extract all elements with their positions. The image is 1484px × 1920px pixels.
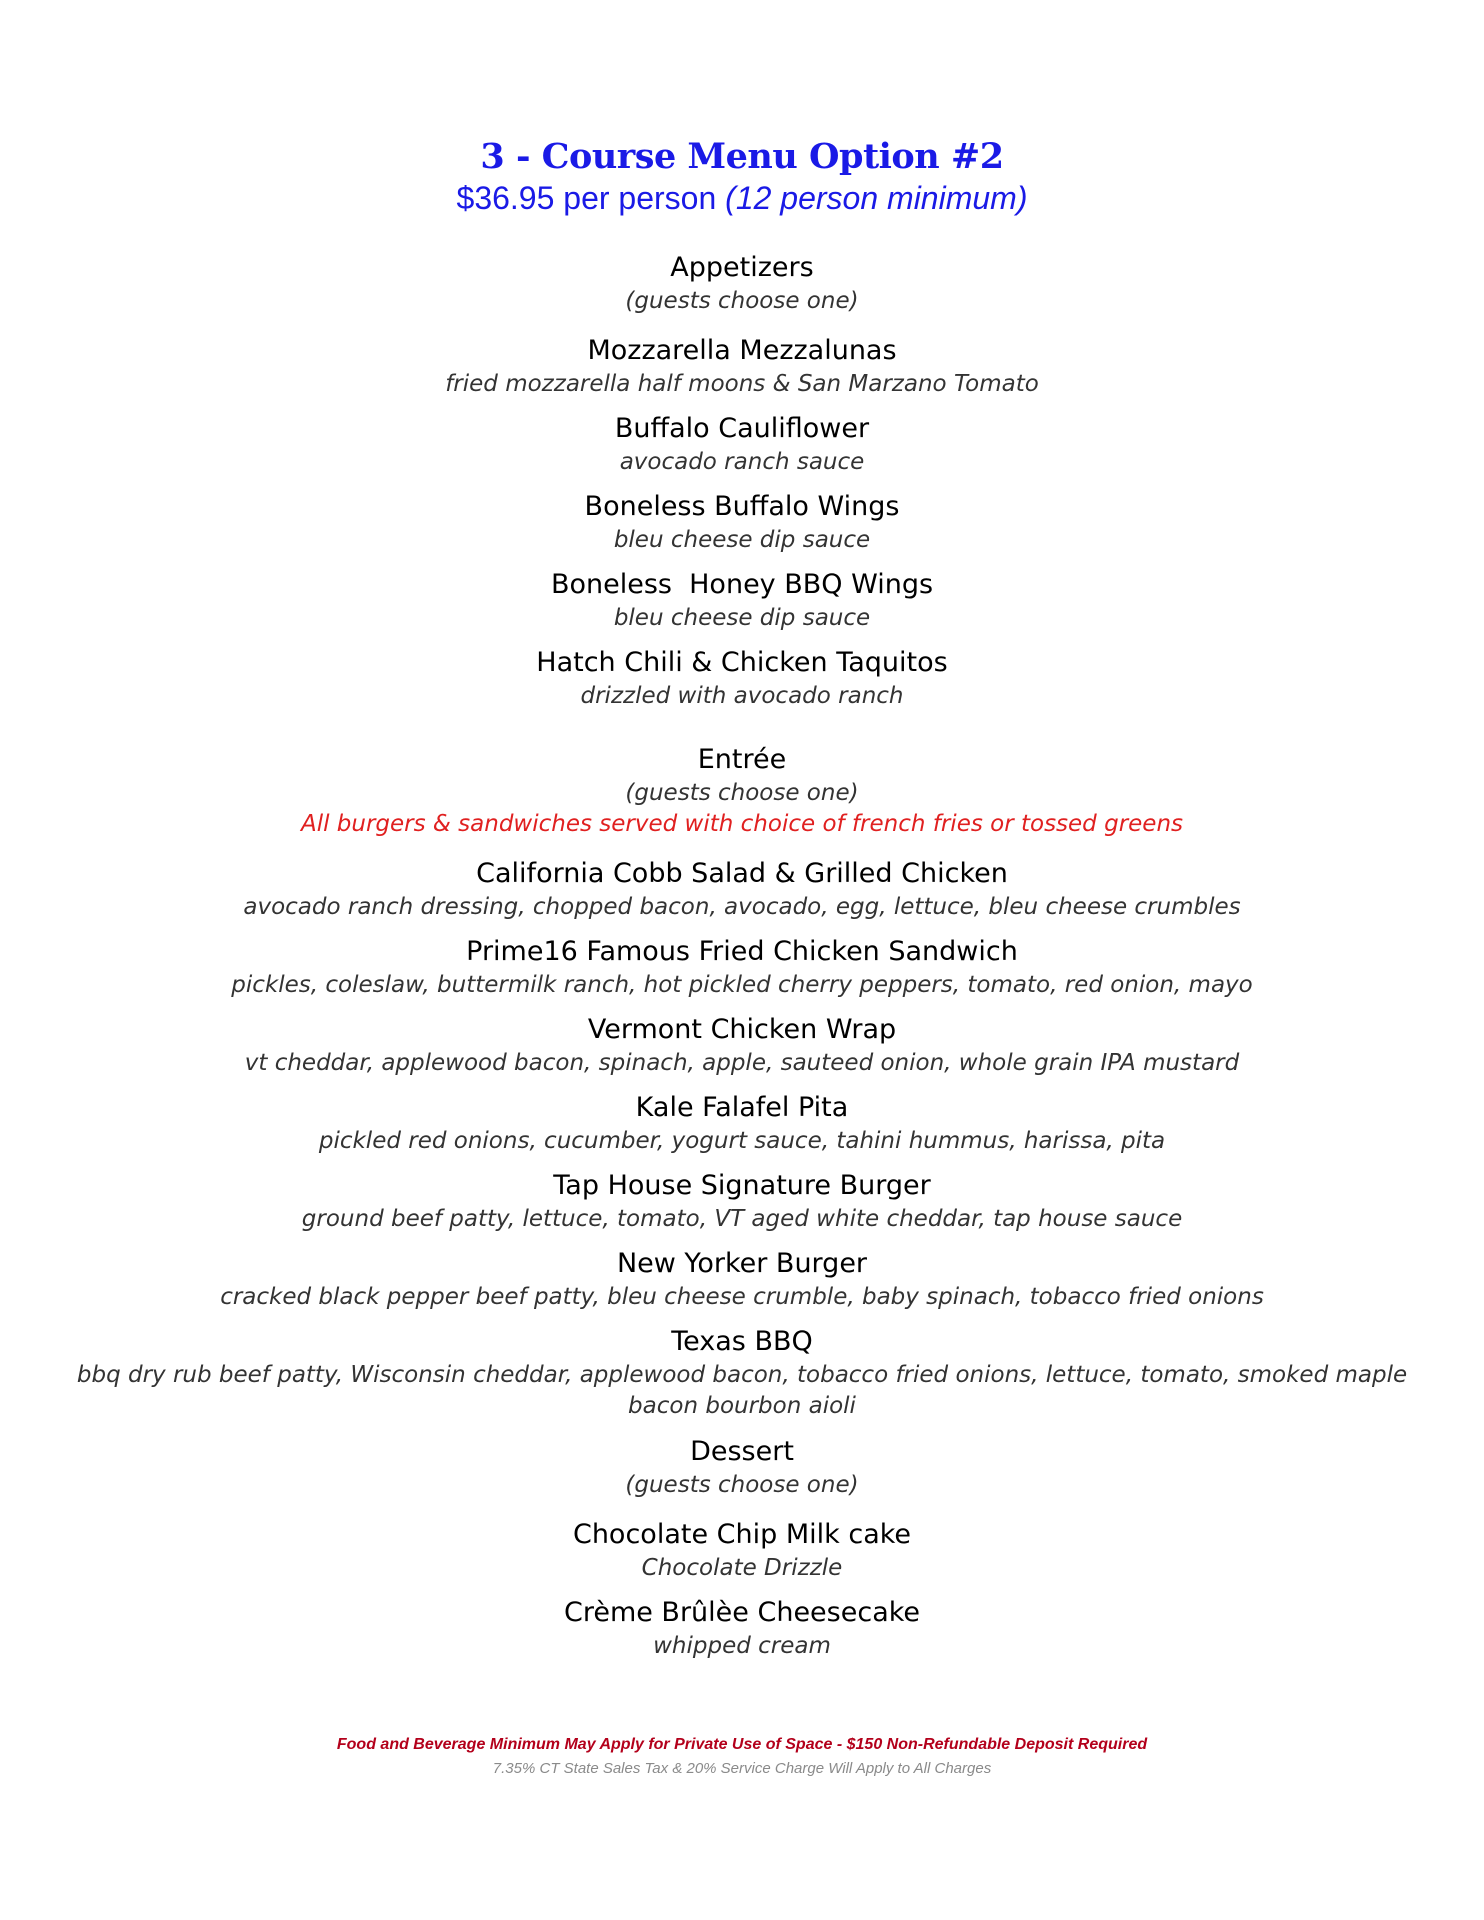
- menu-item: [60, 645, 1424, 712]
- price-line: [0, 180, 1484, 217]
- item-name: California Cobb Salad & Grilled Chicken: [476, 858, 1008, 889]
- item-description: ground beef patty, lettuce, tomato, VT aged white cheddar, tap house sauce: [301, 1206, 1183, 1232]
- menu-item: [60, 567, 1424, 634]
- item-name: Texas BBQ: [671, 1326, 813, 1357]
- menu-item: [60, 934, 1424, 1001]
- menu-item: [60, 856, 1424, 923]
- price-per-person: $36.95 per person: [456, 180, 717, 216]
- section-note: (guests choose one): [625, 288, 859, 314]
- item-description: avocado ranch dressing, chopped bacon, avocado, egg, lettuce, bleu cheese crumbles: [243, 894, 1241, 920]
- item-name: Tap House Signature Burger: [553, 1170, 931, 1201]
- item-description: vt cheddar, applewood bacon, spinach, apple, sauteed onion, whole grain IPA mustard: [244, 1050, 1240, 1076]
- section-note: (guests choose one): [625, 1472, 859, 1498]
- tax-notice: 7.35% CT State Sales Tax & 20% Service Charge Will Apply to All Charges: [492, 1760, 992, 1777]
- menu-title: 3 - Course Menu Option #2: [480, 136, 1004, 177]
- menu-item: [60, 333, 1424, 400]
- item-name: Prime16 Famous Fried Chicken Sandwich: [466, 936, 1018, 967]
- sides-note: All burgers & sandwiches served with choice of french fries or tossed greens: [300, 811, 1184, 837]
- appetizers-heading: [0, 250, 1484, 317]
- menu-item: [60, 489, 1424, 556]
- item-description: avocado ranch sauce: [619, 449, 865, 475]
- item-description: drizzled with avocado ranch: [580, 683, 904, 709]
- person-minimum: (12 person minimum): [725, 180, 1028, 216]
- section-note: (guests choose one): [625, 780, 859, 806]
- dessert-heading: [0, 1434, 1484, 1501]
- item-name: Boneless Honey BBQ Wings: [550, 569, 934, 600]
- item-description: bleu cheese dip sauce: [613, 605, 871, 631]
- item-description: bleu cheese dip sauce: [613, 527, 871, 553]
- item-description: Chocolate Drizzle: [641, 1555, 843, 1581]
- item-name: Buffalo Cauliflower: [614, 413, 870, 444]
- item-description: whipped cream: [653, 1633, 831, 1659]
- section-title: Entrée: [697, 744, 787, 775]
- item-name: Hatch Chili & Chicken Taquitos: [536, 647, 948, 678]
- item-name: Kale Falafel Pita: [635, 1092, 849, 1123]
- item-name: New Yorker Burger: [616, 1248, 868, 1279]
- section-title: Appetizers: [670, 252, 814, 283]
- menu-item: [40, 1324, 1444, 1422]
- menu-item: [60, 1517, 1424, 1584]
- menu-item: [60, 1246, 1424, 1313]
- item-description-continued: bacon bourbon aioli: [628, 1393, 856, 1419]
- deposit-notice: Food and Beverage Minimum May Apply for Private Use of Space - $150 Non-Refundable Deposit Required: [336, 1736, 1148, 1753]
- entree-heading: [0, 742, 1484, 840]
- item-description: fried mozzarella half moons & San Marzano Tomato: [445, 371, 1039, 397]
- item-description: cracked black pepper beef patty, bleu cheese crumble, baby spinach, tobacco fried onions: [220, 1284, 1264, 1310]
- item-name: Crème Brûlèe Cheesecake: [563, 1597, 921, 1628]
- item-name: Mozzarella Mezzalunas: [587, 335, 897, 366]
- section-title: Dessert: [690, 1436, 794, 1467]
- menu-item: [60, 1168, 1424, 1235]
- item-name: Vermont Chicken Wrap: [587, 1014, 897, 1045]
- item-name: Boneless Buffalo Wings: [584, 491, 900, 522]
- item-description: pickled red onions, cucumber, yogurt sauce, tahini hummus, harissa, pita: [318, 1128, 1166, 1154]
- menu-item: [60, 1595, 1424, 1662]
- item-description: pickles, coleslaw, buttermilk ranch, hot pickled cherry peppers, tomato, red onion, mayo: [231, 972, 1253, 998]
- menu-item: [60, 1090, 1424, 1157]
- item-name: Chocolate Chip Milk cake: [572, 1519, 912, 1550]
- menu-item: [60, 411, 1424, 478]
- menu-item: [60, 1012, 1424, 1079]
- item-description: bbq dry rub beef patty, Wisconsin cheddar, applewood bacon, tobacco fried onions, lettuce, tomato, smoked maple: [76, 1362, 1408, 1388]
